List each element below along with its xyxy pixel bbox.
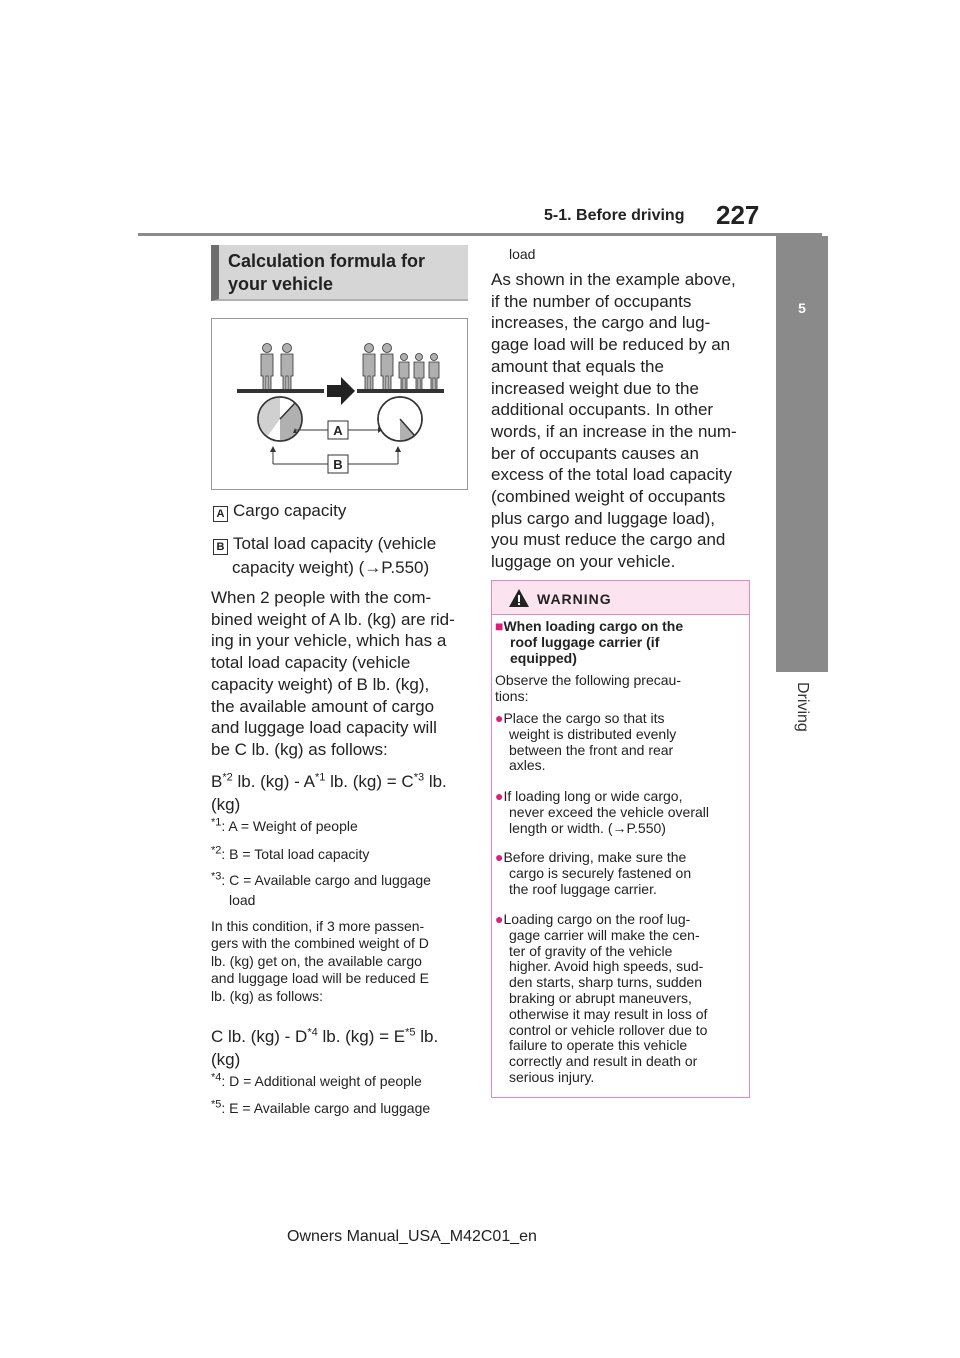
arrow-up-icon: [270, 446, 276, 452]
warning-subhead: ■When loading cargo on the roof luggage carrier (if equipped): [495, 618, 684, 666]
para1-line: total load capacity (vehicle: [211, 653, 411, 673]
load-diagram-svg: [212, 319, 467, 489]
label-b: B: [333, 457, 343, 472]
legend-b-text-2: capacity weight) (→P.550): [232, 558, 430, 577]
left-platform: [237, 389, 324, 393]
five-people-icon: [363, 344, 439, 393]
legend-b: [213, 533, 436, 555]
note-5: $^{*5}$: E = Available cargo and luggage: [211, 1098, 431, 1116]
formula2: C lb. $(kg) - D^{*4}$ lb. $(kg) = E^{*5}$ lb.: [211, 1026, 439, 1046]
two-people-icon: [261, 344, 293, 393]
header-rule: [138, 233, 822, 236]
calc-heading: [211, 245, 468, 301]
formula1-line2: (kg): [211, 795, 241, 814]
legend-a: [213, 500, 346, 522]
right-para: As shown in the example above, if the number of occupants increases, the cargo and lug- gage load will be reduced by an amount that equals the increased weight due to the additional occupants. In other words, if an increase in the num- ber of occupants causes an excess of the total load capacity (combined weight of occupants plus cargo and luggage load), you must reduce the cargo and luggage on your vehicle.: [491, 270, 737, 572]
left-gauge-icon: [258, 397, 302, 441]
bullet-dot-icon: ●: [495, 849, 504, 865]
footer-doc-id: Owners Manual_USA_M42C01_en: [287, 1228, 537, 1245]
section-title: 5-1. Before driving: [544, 207, 685, 224]
para1-line: be C lb. (kg) as follows:: [211, 739, 388, 759]
bullet-dot-icon: ●: [495, 788, 504, 804]
arrow-right-icon: [327, 377, 355, 405]
para1: [211, 587, 471, 761]
right-platform: [357, 389, 444, 393]
chapter-number: 5: [798, 300, 806, 316]
warning-header: [492, 581, 749, 615]
square-bullet-icon: ■: [495, 618, 504, 634]
warning-icon: [508, 588, 530, 608]
para1-line: capacity weight) of B lb. (kg),: [211, 674, 430, 694]
para1-line: bined weight of A lb. (kg) are rid-: [211, 609, 455, 629]
para2: In this condition, if 3 more passen- gers with the combined weight of D lb. (kg) get on, the available cargo and luggage load will be reduced E lb. (kg) as follows:: [211, 918, 429, 1004]
warning-bullet-1: ●Place the cargo so that its weight is distributed evenly between the front and rear axles.: [495, 710, 677, 774]
load-diagram: [211, 318, 468, 490]
note-3: $^{*3}$: C = Available cargo and luggage: [211, 870, 431, 888]
bullet-dot-icon: ●: [495, 710, 504, 726]
para1-line: ing in your vehicle, which has a: [211, 631, 447, 651]
note-1: $^{*1}$: A = Weight of people: [211, 816, 358, 834]
right-gauge-icon: [378, 397, 422, 441]
para1-line: the available amount of cargo: [211, 696, 435, 716]
warning-intro: Observe the following precau- tions:: [495, 672, 681, 704]
legend-a-marker: A: [213, 506, 228, 522]
arrow-up-icon: [395, 446, 401, 452]
note-2: $^{*2}$: B = Total load capacity: [211, 844, 370, 862]
formula2-line2: (kg): [211, 1050, 241, 1069]
bullet-dot-icon: ●: [495, 911, 504, 927]
chapter-label: [776, 682, 828, 762]
warning-title: WARNING: [537, 591, 612, 607]
note-3-cont: load: [229, 892, 256, 908]
label-a: A: [333, 423, 343, 438]
formula1: $B^{*2}$ lb. $(kg) - A^{*1}$ lb. $(kg) = C^{*3}$ lb.: [211, 771, 447, 791]
warning-bullet-4: ●Loading cargo on the roof lug- gage carrier will make the cen- ter of gravity of the vehicle higher. Avoid high speeds, sud- den starts, sharp turns, sudden braking or abrupt maneuvers, otherwise it may result in loss of control or vehicle rollover due to failure to operate this vehicle correctly and result in death or serious injury.: [495, 911, 708, 1085]
page-number: 227: [716, 200, 760, 230]
para1-line: and luggage load capacity will: [211, 718, 437, 738]
warning-bullet-2: ●If loading long or wide cargo, never exceed the vehicle overall length or width. (→P.550): [495, 788, 710, 836]
load-cont: load: [509, 246, 536, 262]
calc-heading-line2: your vehicle: [228, 274, 334, 294]
legend-a-text: Cargo capacity: [233, 501, 347, 520]
note-4: $^{*4}$: D = Additional weight of people: [211, 1071, 422, 1089]
warning-bullet-3: ●Before driving, make sure the cargo is securely fastened on the roof luggage carrier.: [495, 849, 692, 897]
para1-line: When 2 people with the com-: [211, 588, 432, 607]
chapter-label-text: Driving: [794, 682, 811, 732]
calc-heading-line1: Calculation formula for: [228, 251, 426, 271]
legend-b-text-1: Total load capacity (vehicle: [233, 534, 437, 553]
legend-b-marker: B: [213, 539, 228, 555]
